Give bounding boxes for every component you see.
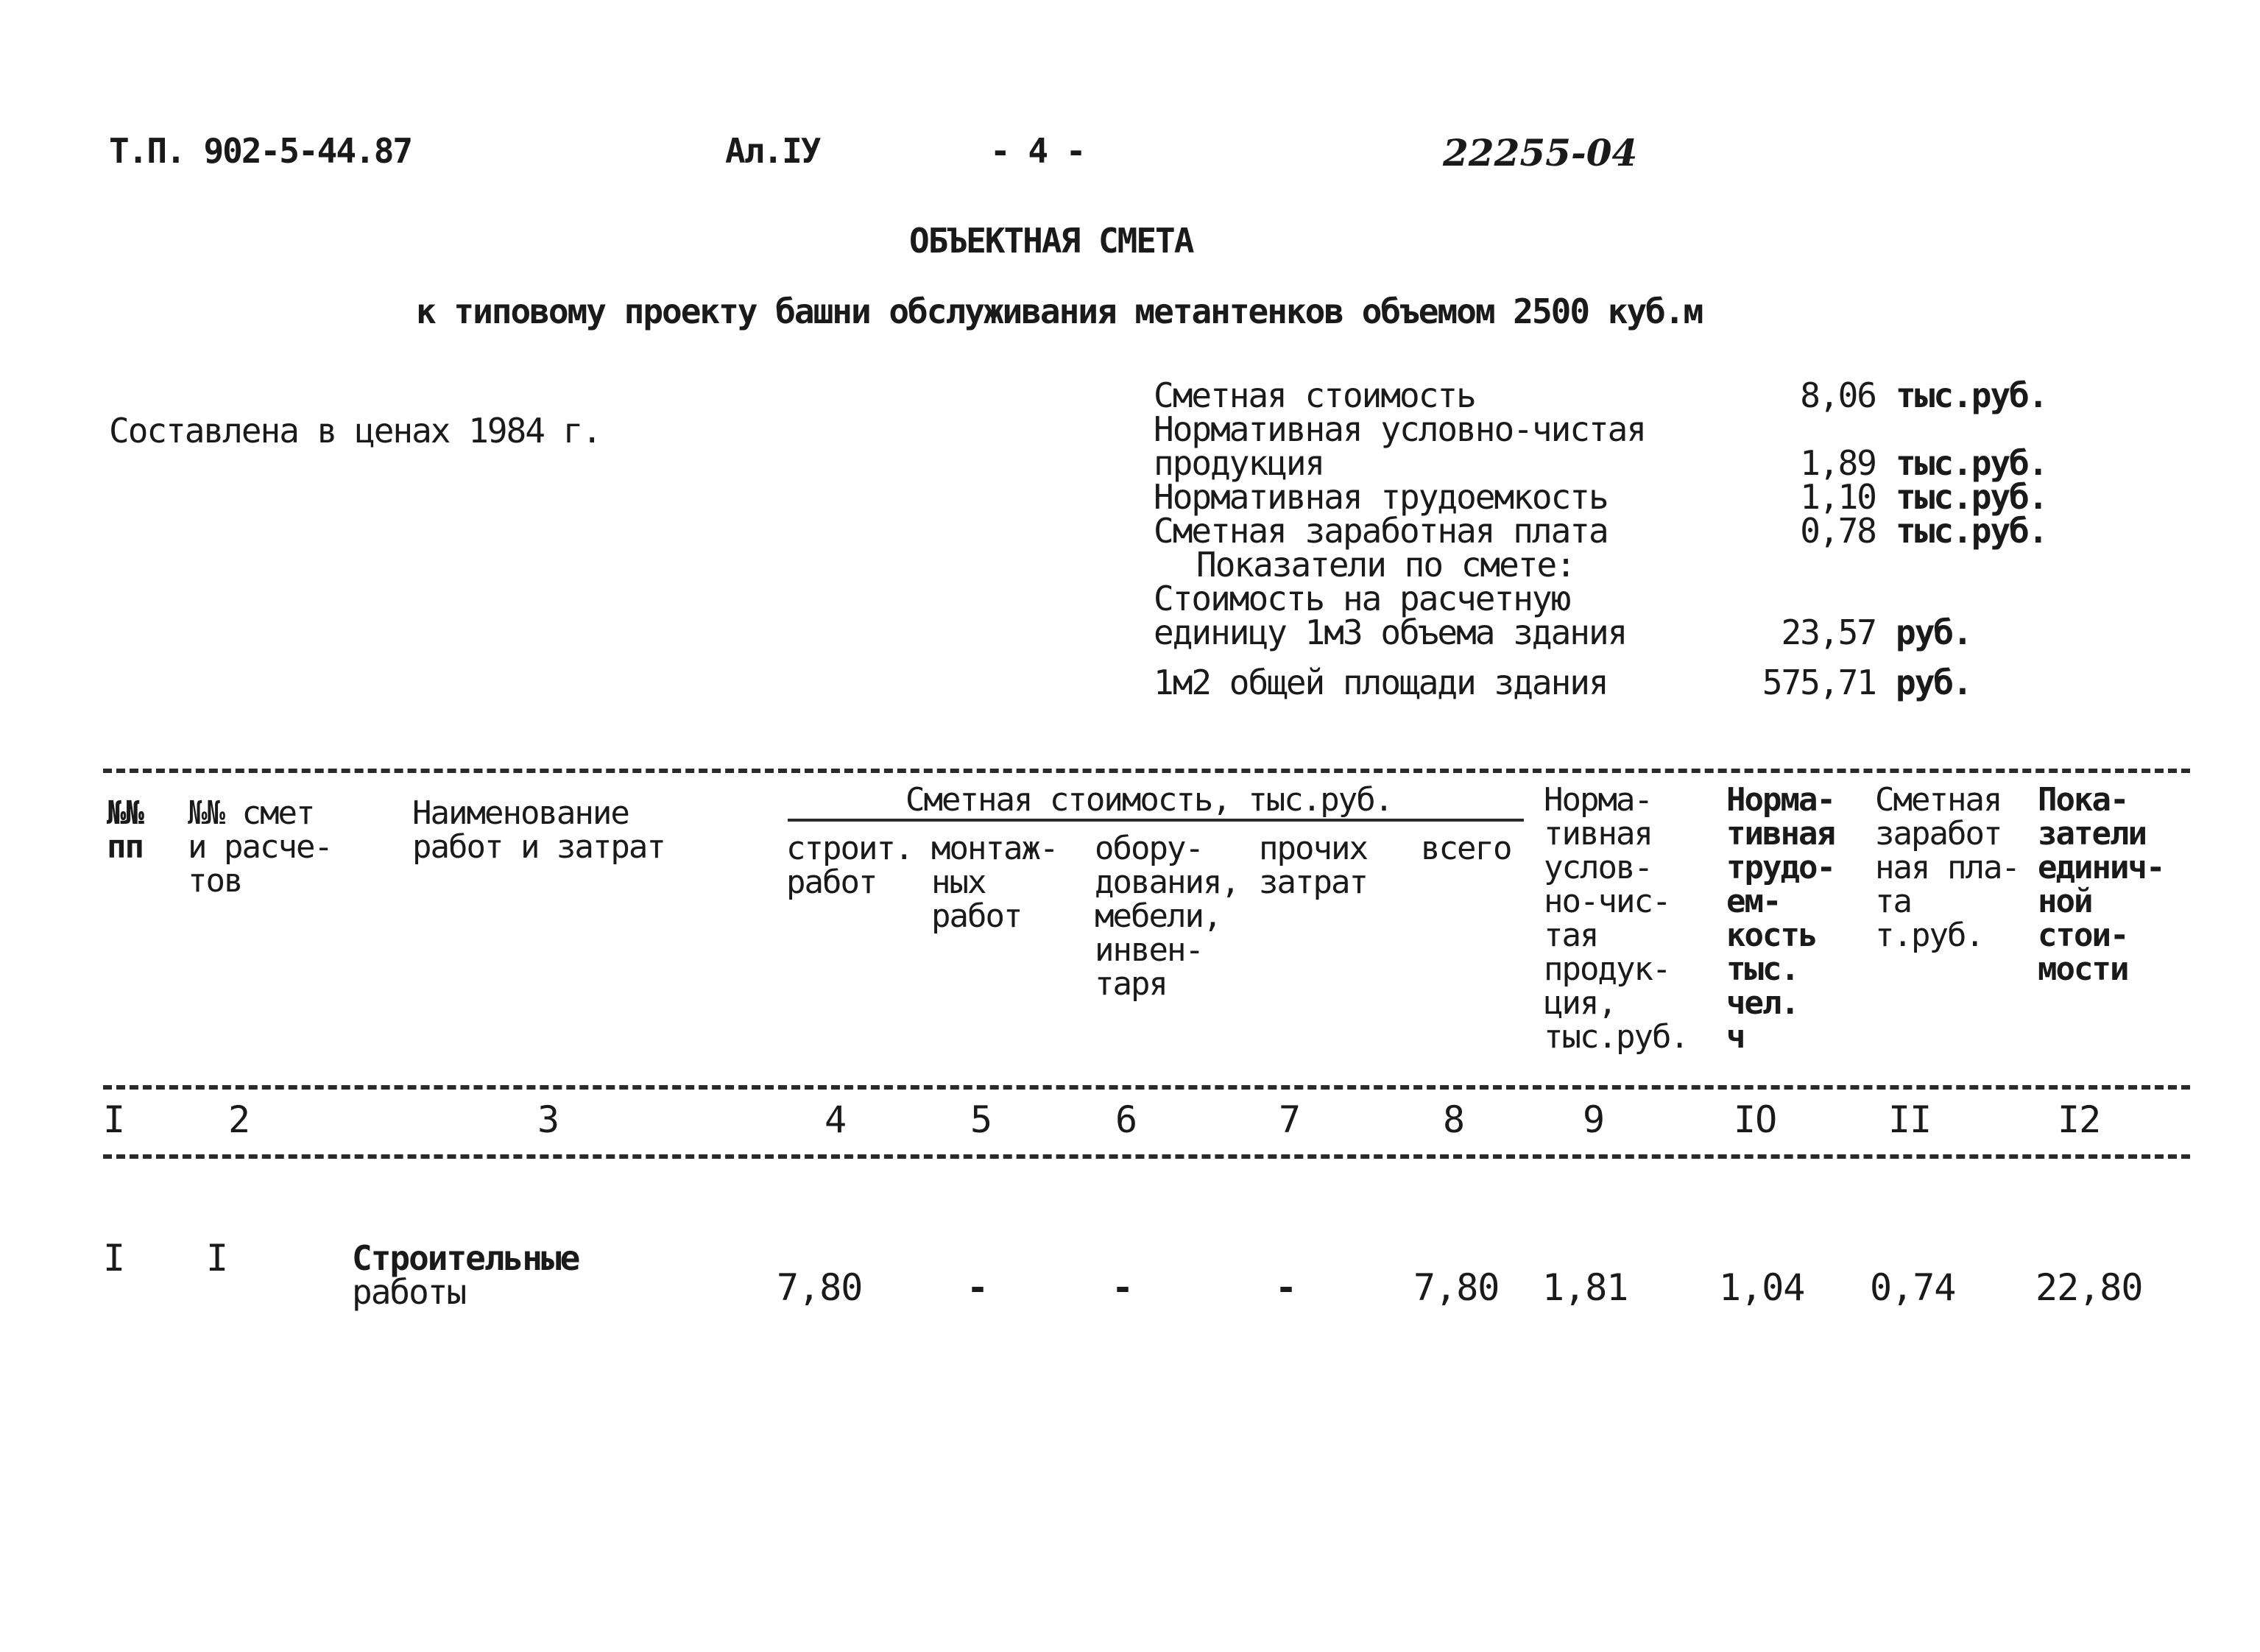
row-net-product: 1,81	[1542, 1266, 1628, 1309]
wages-value: 0,78	[1800, 511, 1876, 551]
column-number: 9	[1583, 1098, 1605, 1141]
row-name-line-1: Строительные	[352, 1238, 579, 1278]
labor-value: 1,10	[1800, 477, 1876, 517]
labor-label: Нормативная трудоемкость	[1154, 477, 1608, 517]
net-product-unit: тыс.руб.	[1896, 443, 2047, 483]
column-numbers-bottom-divider	[103, 1154, 2190, 1159]
header-net-product: Норма- тивная услов- но-чис- тая продук- ция, тыс.руб.	[1544, 781, 1688, 1056]
project-code: Т.П. 902-5-44.87	[109, 131, 412, 171]
page-number: - 4 -	[990, 131, 1085, 171]
header-installation: монтаж- ных работ	[931, 830, 1058, 935]
document-title: ОБЪЕКТНАЯ СМЕТА	[909, 221, 1193, 261]
estimated-cost-value: 8,06	[1800, 375, 1876, 415]
row-wages: 0,74	[1870, 1266, 1956, 1309]
column-number: I2	[2058, 1098, 2101, 1141]
document-subtitle: к типовому проекту башни обслуживания метантенков объемом 2500 куб.м	[416, 292, 1703, 331]
row-construction-cost: 7,80	[777, 1266, 863, 1309]
column-number: 5	[970, 1098, 992, 1141]
row-estimate-number: I	[206, 1237, 228, 1279]
row-total-cost: 7,80	[1413, 1266, 1500, 1309]
net-product-label-1: Нормативная условно-чистая	[1154, 409, 1646, 449]
column-number: 8	[1443, 1098, 1465, 1141]
column-number: 2	[228, 1098, 250, 1141]
unit-cost-value: 23,57	[1781, 613, 1876, 652]
unit-cost-label-2: единицу 1м3 объема здания	[1154, 613, 1627, 652]
net-product-value: 1,89	[1800, 443, 1876, 483]
column-number: I	[103, 1098, 125, 1141]
unit-cost-unit: руб.	[1896, 613, 1971, 652]
header-work-name: Наименование работ и затрат	[412, 794, 665, 866]
row-installation-cost: -	[967, 1266, 989, 1309]
indicators-label: Показатели по смете:	[1196, 545, 1575, 585]
column-number: 4	[824, 1098, 847, 1141]
column-numbers-top-divider	[103, 1085, 2190, 1090]
wages-label: Сметная заработная плата	[1154, 511, 1608, 551]
column-number: 3	[537, 1098, 559, 1141]
column-number: IO	[1734, 1098, 1777, 1141]
estimated-cost-label: Сметная стоимость	[1154, 375, 1475, 415]
unit-cost-label-1: Стоимость на расчетную	[1154, 579, 1570, 618]
column-number: 6	[1115, 1098, 1137, 1141]
row-number: I	[103, 1237, 125, 1279]
header-total: всего	[1421, 830, 1511, 867]
header-other-costs: прочих затрат	[1259, 830, 1367, 901]
header-group-underline	[788, 819, 1524, 822]
header-equipment: обору- дования, мебели, инвен- таря	[1095, 830, 1239, 1003]
net-product-label-2: продукция	[1154, 443, 1324, 483]
header-unit-cost: Пока- затели единич- ной стои- мости	[2038, 781, 2164, 988]
labor-unit: тыс.руб.	[1896, 477, 2047, 517]
prices-note: Составлена в ценах 1984 г.	[109, 411, 601, 451]
row-name-line-2: работы	[352, 1272, 466, 1312]
column-number: II	[1888, 1098, 1932, 1141]
wages-unit: тыс.руб.	[1896, 511, 2047, 551]
album-number: Ал.IУ	[725, 131, 820, 171]
row-equipment-cost: -	[1112, 1266, 1134, 1309]
header-item-number: №№ пп	[107, 794, 143, 866]
row-other-cost: -	[1275, 1266, 1297, 1309]
area-cost-unit: руб.	[1896, 663, 1971, 702]
area-cost-label: 1м2 общей площади здания	[1154, 663, 1608, 702]
column-number: 7	[1279, 1098, 1301, 1141]
row-labor: 1,04	[1719, 1266, 1805, 1309]
row-unit-cost: 22,80	[2035, 1266, 2143, 1309]
table-top-divider	[103, 769, 2190, 773]
header-estimate-number: №№ смет и расче- тов	[188, 794, 332, 900]
header-labor: Норма- тивная трудо- ем- кость тыс. чел. ч	[1726, 781, 1835, 1056]
estimated-cost-unit: тыс.руб.	[1896, 375, 2047, 415]
area-cost-value: 575,71	[1762, 663, 1876, 702]
handwritten-number: 22255-04	[1443, 131, 1638, 174]
header-cost-group: Сметная стоимость, тыс.руб.	[905, 781, 1393, 819]
header-wages: Сметная заработ ная пла- та т.руб.	[1875, 781, 2019, 954]
header-construction: строит. работ	[786, 830, 913, 901]
